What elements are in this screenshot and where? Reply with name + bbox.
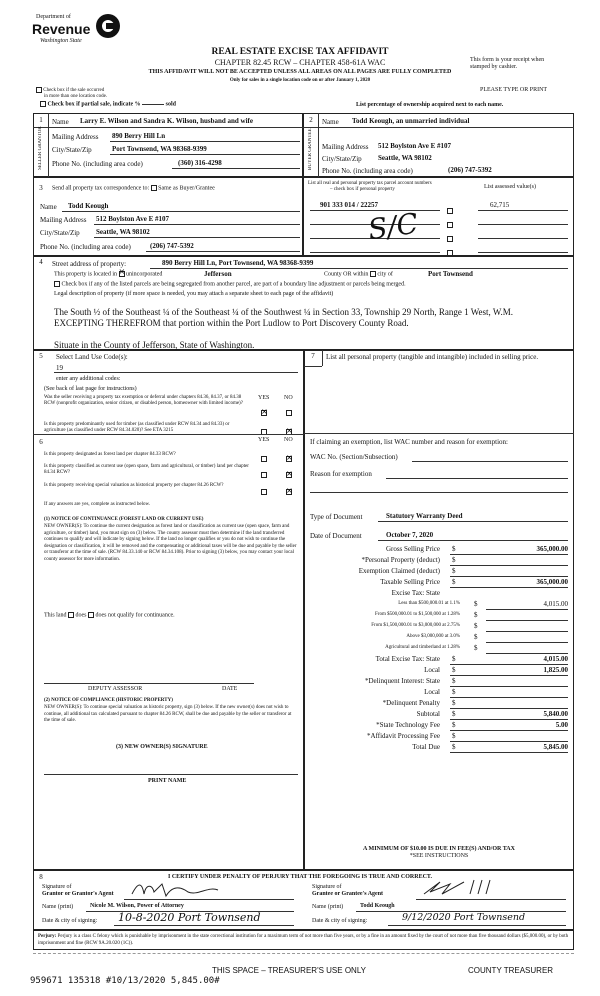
treasurer-use-label: THIS SPACE – TREASURER'S USE ONLY xyxy=(212,966,367,975)
land-does-label: does xyxy=(75,612,87,619)
land-use-code-field[interactable]: 19 xyxy=(56,364,63,372)
tax-total-underline xyxy=(450,752,568,753)
tax-row-currency: $ xyxy=(452,578,456,586)
tax-total-underline xyxy=(450,686,568,687)
notice-continuance-body: NEW OWNER(S): To continue the current designation as forest land or classification as current use (open space, farm and agriculture, or timber) land, you must sign on (3) below. The county assessor must then determine if the land transferred continues to qualify and will indicate by signing below. If the land no longer qualifies or you do not wish to continue the designation or classification, it will be removed and the compensating or additional taxes will be due and payable by the seller or transferor at the time of sale. (RCW 84.33.140 or RCW 84.34.108). Prior to signing (3) below, you may contact your local county assessor for more information. xyxy=(44,524,297,562)
tax-row-value[interactable]: 365,000.00 xyxy=(536,578,568,586)
seller-city-field[interactable]: Port Townsend, WA 98368-9399 xyxy=(112,145,207,153)
perjury-label: Perjury: xyxy=(38,934,57,939)
tax-tier-underline xyxy=(486,653,568,654)
land-does-checkbox[interactable] xyxy=(68,612,74,618)
assessor-date-label: DATE xyxy=(222,686,238,692)
tax-total-value[interactable]: 1,825.00 xyxy=(543,666,568,674)
tax-total-value[interactable]: 4,015.00 xyxy=(543,655,568,663)
tax-total-currency: $ xyxy=(452,666,456,674)
tax-tier-label: From $500,000.01 to $1,500,000 at 1.28% xyxy=(375,612,460,617)
seller-phone-label: Phone No. (including area code) xyxy=(52,160,143,168)
partial-sale-checkbox[interactable] xyxy=(40,101,46,107)
tax-total-label: *Delinquent Interest: State xyxy=(364,677,440,685)
see-instructions-note: *SEE INSTRUCTIONS xyxy=(409,853,469,859)
partial-sale-label: Check box if partial sale, indicate % xyxy=(47,101,141,108)
form-subtitle: CHAPTER 82.45 RCW – CHAPTER 458-61A WAC xyxy=(214,58,386,67)
land-use-label: Select Land Use Code(s): xyxy=(56,353,128,361)
handwritten-sc-mark: S/C xyxy=(365,206,421,247)
tax-row-underline xyxy=(450,576,568,577)
buyer-phone-field[interactable]: (206) 747-5392 xyxy=(448,166,492,174)
county-treasurer-label: COUNTY TREASURER xyxy=(468,966,554,975)
seller-city-label: City/State/Zip xyxy=(52,146,92,154)
wac-number-label: WAC No. (Section/Subsection) xyxy=(310,453,398,461)
tax-total-currency: $ xyxy=(452,721,456,729)
legal-description-line-2: EXCEPTING THEREFROM that portion within the Port Ludlow to Port Discovery County Road. xyxy=(54,318,409,328)
seller-name-field[interactable]: Larry E. Wilson and Sandra K. Wilson, husband and wife xyxy=(80,117,253,125)
sec6-if-any-note: If any answers are yes, complete as instructed below. xyxy=(44,502,151,507)
city-name-field[interactable]: Port Townsend xyxy=(428,270,473,278)
sec5-q1-yes-checkbox[interactable] xyxy=(261,404,267,422)
tax-total-currency: $ xyxy=(452,677,456,685)
legal-description-line-3: Situate in the County of Jefferson, State of Washington. xyxy=(54,340,255,350)
sec5-question-2: Is this property predominantly used for timber (as classified under RCW 84.34 and 84.33) or agriculture (as classified under RCW 84.34.020)? See ETA 3215 xyxy=(44,422,230,433)
certify-statement: I CERTIFY UNDER PENALTY OF PERJURY THAT THE FOREGOING IS TRUE AND CORRECT. xyxy=(167,874,432,880)
personal-property-label: List all personal property (tangible and intangible) included in selling price. xyxy=(326,353,539,361)
dept-line2: Revenue xyxy=(32,21,91,37)
tax-total-currency: $ xyxy=(452,655,456,663)
tax-total-currency: $ xyxy=(452,732,456,740)
buyer-city-label: City/State/Zip xyxy=(322,155,362,163)
legal-description-label: Legal description of property (if more space is needed, you may attach a separate sheet to each page of the affidavit) xyxy=(54,291,334,297)
grantee-date-city-label: Date & city of signing: xyxy=(312,918,368,924)
assessed-value-header: List assessed value(s) xyxy=(484,184,536,190)
tax-tier-value[interactable]: 4,015.00 xyxy=(543,600,568,608)
sec6-no-header: NO xyxy=(284,437,293,443)
segregated-row xyxy=(54,281,406,288)
multi-location-label-2: in more than one location code. xyxy=(44,94,108,99)
sec5-q1-no-checkbox[interactable] xyxy=(286,404,292,422)
seller-name-label: Name xyxy=(52,118,69,126)
buyer-name-field[interactable]: Todd Keough, an unmarried individual xyxy=(352,117,470,125)
tax-total-label: Total Excise Tax: State xyxy=(375,655,440,663)
parcel-number-1[interactable]: 901 333 014 / 22257 xyxy=(320,201,378,209)
section-8-number: 8 xyxy=(39,873,43,881)
receipt-note-2: stamped by cashier. xyxy=(470,64,518,70)
correspondence-label: Send all property tax correspondence to: xyxy=(52,185,150,192)
tax-row-underline xyxy=(450,565,568,566)
document-type-field[interactable]: Statutory Warranty Deed xyxy=(386,512,463,520)
reason-exemption-label: Reason for exemption xyxy=(310,470,372,478)
notice-continuance-title: (1) NOTICE OF CONTINUANCE (FOREST LAND OR CURRENT USE) xyxy=(44,517,204,522)
tax-row-currency: $ xyxy=(452,567,456,575)
buyer-mail-field[interactable]: 512 Boylston Ave E #107 xyxy=(378,142,451,150)
street-address-label: Street address of property: xyxy=(52,260,127,268)
tax-total-value[interactable]: 5.00 xyxy=(555,721,568,729)
corr-name-field[interactable]: Todd Keough xyxy=(68,202,109,210)
tax-tier-label: Less than $500,000.01 at 1.1% xyxy=(398,601,460,606)
partial-sale-sold-label: sold xyxy=(165,101,177,108)
tax-tier-label: Above $3,000,000 at 3.0% xyxy=(406,634,460,639)
segregated-label: Check box if any of the listed parcels are being segregated from another parcel, are part of a boundary line adjustment or parcels being merged. xyxy=(61,281,406,288)
sec6-q3-yes-checkbox[interactable] xyxy=(261,483,267,501)
section-1-number: 1 xyxy=(39,116,43,124)
see-back-note: (See back of last page for instructions) xyxy=(44,386,137,392)
legal-description-line-1: The South ½ of the Southeast ¼ of the Southeast ¼ of the Southwest ¼ in Section 33, Township 29 North, Range 1 West, W.M. xyxy=(54,307,514,317)
tax-tier-underline xyxy=(486,631,568,632)
city-of-checkbox[interactable] xyxy=(370,271,376,277)
tax-total-label: *Delinquent Penalty xyxy=(382,699,440,707)
tax-total-value[interactable]: 5,840.00 xyxy=(543,710,568,718)
receipt-note-1: This form is your receipt when xyxy=(470,57,545,63)
seller-grantor-label: SELLER GRANTOR xyxy=(38,126,43,170)
buyer-phone-label: Phone No. (including area code) xyxy=(322,167,413,175)
corr-mail-field[interactable]: 512 Boylston Ave E #107 xyxy=(96,215,169,223)
partial-sale-row xyxy=(40,101,176,108)
unincorporated-label: unincorporated xyxy=(126,271,163,278)
grantor-date-city-label: Date & city of signing: xyxy=(42,918,98,924)
right-column xyxy=(304,350,574,870)
tax-total-underline xyxy=(450,675,568,676)
land-does-not-checkbox[interactable] xyxy=(88,612,94,618)
dept-line1: Department of xyxy=(36,14,71,20)
section-2-number: 2 xyxy=(309,116,313,124)
tax-row-underline xyxy=(450,554,568,555)
tax-total-underline xyxy=(450,730,568,731)
partial-sale-percent-field[interactable] xyxy=(142,104,164,105)
buyer-mail-label: Mailing Address xyxy=(322,143,369,151)
buyer-city-field[interactable]: Seattle, WA 98102 xyxy=(378,154,432,162)
tax-total-label: Local xyxy=(424,666,440,674)
tax-row-currency: $ xyxy=(452,556,456,564)
county-or-row xyxy=(324,271,393,278)
dor-logo xyxy=(30,12,130,52)
tax-tier-underline xyxy=(486,642,568,643)
type-or-print: PLEASE TYPE OR PRINT xyxy=(480,87,548,93)
sec6-question-2: Is this property classified as current use (open space, farm and agricultural, or timber) land per chapter 84.34 RCW? xyxy=(44,464,249,475)
this-land-row xyxy=(44,612,175,619)
section-4-number: 4 xyxy=(39,258,43,266)
location-row xyxy=(54,271,162,278)
tax-row-label: Exemption Claimed (deduct) xyxy=(358,567,440,575)
grantor-name-print-label: Name (print) xyxy=(42,904,74,910)
tax-tier-underline xyxy=(486,609,568,610)
tax-row-label: Taxable Selling Price xyxy=(380,578,440,586)
same-as-buyer-checkbox[interactable] xyxy=(151,185,157,191)
form-warning: THIS AFFIDAVIT WILL NOT BE ACCEPTED UNLESS ALL AREAS ON ALL PAGES ARE FULLY COMPLETED xyxy=(148,69,452,75)
tax-total-label: Local xyxy=(424,688,440,696)
grantee-signature[interactable] xyxy=(420,878,560,898)
grantee-signature-label-2: Grantee or Grantee's Agent xyxy=(312,891,384,897)
dept-line3: Washington State xyxy=(40,38,82,44)
correspondence-row xyxy=(52,185,215,192)
unincorporated-checkbox[interactable] xyxy=(119,271,125,277)
tax-total-currency: $ xyxy=(452,688,456,696)
tax-tier-currency: $ xyxy=(474,644,478,652)
tax-total-currency: $ xyxy=(452,710,456,718)
tax-tier-underline xyxy=(486,620,568,621)
corr-name-label: Name xyxy=(40,203,57,211)
tax-total-label: *State Technology Fee xyxy=(376,721,440,729)
sec6-yes-header: YES xyxy=(258,437,270,443)
grantor-date-city-field[interactable]: 10-8-2020 Port Townsend xyxy=(118,911,261,924)
tax-tier-label: Agricultural and timberland at 1.28% xyxy=(385,645,460,650)
same-as-buyer-label: Same as Buyer/Grantee xyxy=(158,185,215,192)
tax-row-label: Gross Selling Price xyxy=(385,545,440,553)
tax-total-underline xyxy=(450,708,568,709)
tax-total-currency: $ xyxy=(452,699,456,707)
grantor-signature-label-1: Signature of xyxy=(42,884,72,890)
perjury-text: Perjury is a class C felony which is punishable by imprisonment in the state correctional institution for a maximum term of not more than five years, or by a fine in an amount fixed by the court of not more than five thousand dollars ($5,000.00), or by both imprisonment and fine (RCW 9A.20.020 (1C)). xyxy=(38,934,569,946)
tax-total-underline xyxy=(450,664,568,665)
additional-codes-label: enter any additional codes: xyxy=(56,376,121,382)
grantee-printed-name[interactable]: Todd Keough xyxy=(360,903,395,909)
sec6-q2-no-checkbox[interactable] xyxy=(286,466,292,484)
seller-phone-field[interactable]: (360) 316-4298 xyxy=(178,159,222,167)
buyer-grantee-label: BUYER GRANTEE xyxy=(308,128,313,170)
tax-total-label: *Affidavit Processing Fee xyxy=(367,732,440,740)
multi-location-label-1: Check box if the sale occurred xyxy=(43,88,105,94)
sec5-no-header: NO xyxy=(284,395,293,401)
tax-tier-currency: $ xyxy=(474,633,478,641)
exemption-label: If claiming an exemption, list WAC number and reason for exemption: xyxy=(310,438,508,446)
sec5-yes-header: YES xyxy=(258,395,270,401)
segregated-checkbox[interactable] xyxy=(54,281,60,287)
grantee-date-city-field[interactable]: 9/12/2020 Port Townsend xyxy=(402,912,526,923)
multi-location-checkbox[interactable] xyxy=(36,87,42,93)
tax-total-underline xyxy=(450,719,568,720)
sec6-question-3: Is this property receiving special valuation as historical property per chapter 84.26 RCW? xyxy=(44,483,224,488)
street-address-field[interactable]: 890 Berry Hill Ln, Port Townsend, WA 98368-9399 xyxy=(162,259,314,267)
tax-row-currency: $ xyxy=(452,545,456,553)
only-for-note: Only for sales in a single location code on or after January 1, 2020 xyxy=(229,78,371,83)
sec6-q2-yes-checkbox[interactable] xyxy=(261,466,267,484)
document-type-label: Type of Document xyxy=(310,513,363,521)
tax-tier-currency: $ xyxy=(474,622,478,630)
grantor-printed-name[interactable]: Nicole M. Wilson, Power of Attorney xyxy=(90,903,184,909)
tax-total-currency: $ xyxy=(452,743,456,751)
sec6-q3-no-checkbox[interactable] xyxy=(286,483,292,501)
tax-row-value[interactable]: 365,000.00 xyxy=(536,545,568,553)
this-land-label: This land xyxy=(44,612,67,619)
section-5-number: 5 xyxy=(39,352,43,360)
assessed-value-1[interactable]: 62,715 xyxy=(490,201,510,209)
sec6-question-1: Is this property designated as forest land per chapter 84.33 RCW? xyxy=(44,452,176,457)
corr-city-field[interactable]: Seattle, WA 98102 xyxy=(96,228,150,236)
county-or-label: County OR within xyxy=(324,271,369,278)
county-name-field[interactable]: Jefferson xyxy=(204,270,232,278)
tax-total-label: Subtotal xyxy=(416,710,440,718)
tax-total-underline xyxy=(450,697,568,698)
corr-mail-label: Mailing Address xyxy=(40,216,87,224)
parcels-header-2: – check box if personal property xyxy=(330,187,395,192)
excise-state-label: Excise Tax: State xyxy=(391,589,440,597)
minimum-fee-note: A MINIMUM OF $10.00 IS DUE IN FEE(S) AND/OR TAX xyxy=(363,846,515,852)
corr-city-label: City/State/Zip xyxy=(40,229,80,237)
tax-row-label: *Personal Property (deduct) xyxy=(361,556,440,564)
seller-mail-field[interactable]: 890 Berry Hill Ln xyxy=(112,132,166,140)
cashier-stamp: 959671 135318 #10/13/2020 5,845.00# xyxy=(30,976,220,986)
section-6-number: 6 xyxy=(39,438,43,446)
tax-tier-currency: $ xyxy=(474,600,478,608)
tax-tier-currency: $ xyxy=(474,611,478,619)
section-7-number: 7 xyxy=(311,352,315,360)
city-of-label: city of xyxy=(377,271,393,278)
wa-swirl-icon xyxy=(96,14,120,38)
corr-phone-field[interactable]: (206) 747-5392 xyxy=(150,242,194,250)
tax-total-underline xyxy=(450,741,568,742)
parcels-header-1: List all real and personal property tax parcel account numbers xyxy=(308,181,432,186)
notice-compliance-body: NEW OWNER(S): To continue special valuation as historic property, sign (3) below. If the new owner(s) does not wish to continue, all additional tax calculated pursuant to chapter 84.26 RCW, shall be due and payable by the seller or transferor at the time of sale. xyxy=(44,705,292,723)
print-name-label: PRINT NAME xyxy=(148,778,187,784)
notice-compliance-title: (2) NOTICE OF COMPLIANCE (HISTORIC PROPERTY) xyxy=(44,698,173,703)
ownership-note: List percentage of ownership acquired next to each name. xyxy=(356,102,504,108)
sec5-question-1: Was the seller receiving a property tax exemption or deferral under chapters 84.36, 84.37, or 84.38 RCW (nonprofit organization, senior citizen, or disabled person, homeowner with limited income)? xyxy=(44,395,243,406)
corr-phone-label: Phone No. (including area code) xyxy=(40,243,131,251)
grantor-signature-label-2: Grantor or Grantor's Agent xyxy=(42,891,114,897)
land-does-not-label: does not qualify for continuance. xyxy=(95,612,175,619)
buyer-name-label: Name xyxy=(322,118,339,126)
tax-total-label: Total Due xyxy=(412,743,440,751)
seller-mail-label: Mailing Address xyxy=(52,133,99,141)
tax-total-value[interactable]: 5,845.00 xyxy=(543,743,568,751)
grantee-signature-label-1: Signature of xyxy=(312,884,342,890)
perjury-statement xyxy=(38,933,570,947)
deputy-assessor-label: DEPUTY ASSESSOR xyxy=(88,686,143,692)
document-date-field[interactable]: October 7, 2020 xyxy=(386,531,434,539)
new-owner-signature-label: (3) NEW OWNER(S) SIGNATURE xyxy=(116,744,208,750)
tax-row-underline xyxy=(450,587,568,588)
grantee-name-print-label: Name (print) xyxy=(312,904,344,910)
form-title: REAL ESTATE EXCISE TAX AFFIDAVIT xyxy=(211,47,389,57)
located-in-label: This property is located in xyxy=(54,271,117,278)
document-date-label: Date of Document xyxy=(310,532,362,540)
grantor-signature[interactable] xyxy=(128,880,268,898)
tax-tier-label: From $1,500,000.01 to $3,000,000 at 2.75% xyxy=(371,623,460,628)
section-3-number: 3 xyxy=(39,184,43,192)
